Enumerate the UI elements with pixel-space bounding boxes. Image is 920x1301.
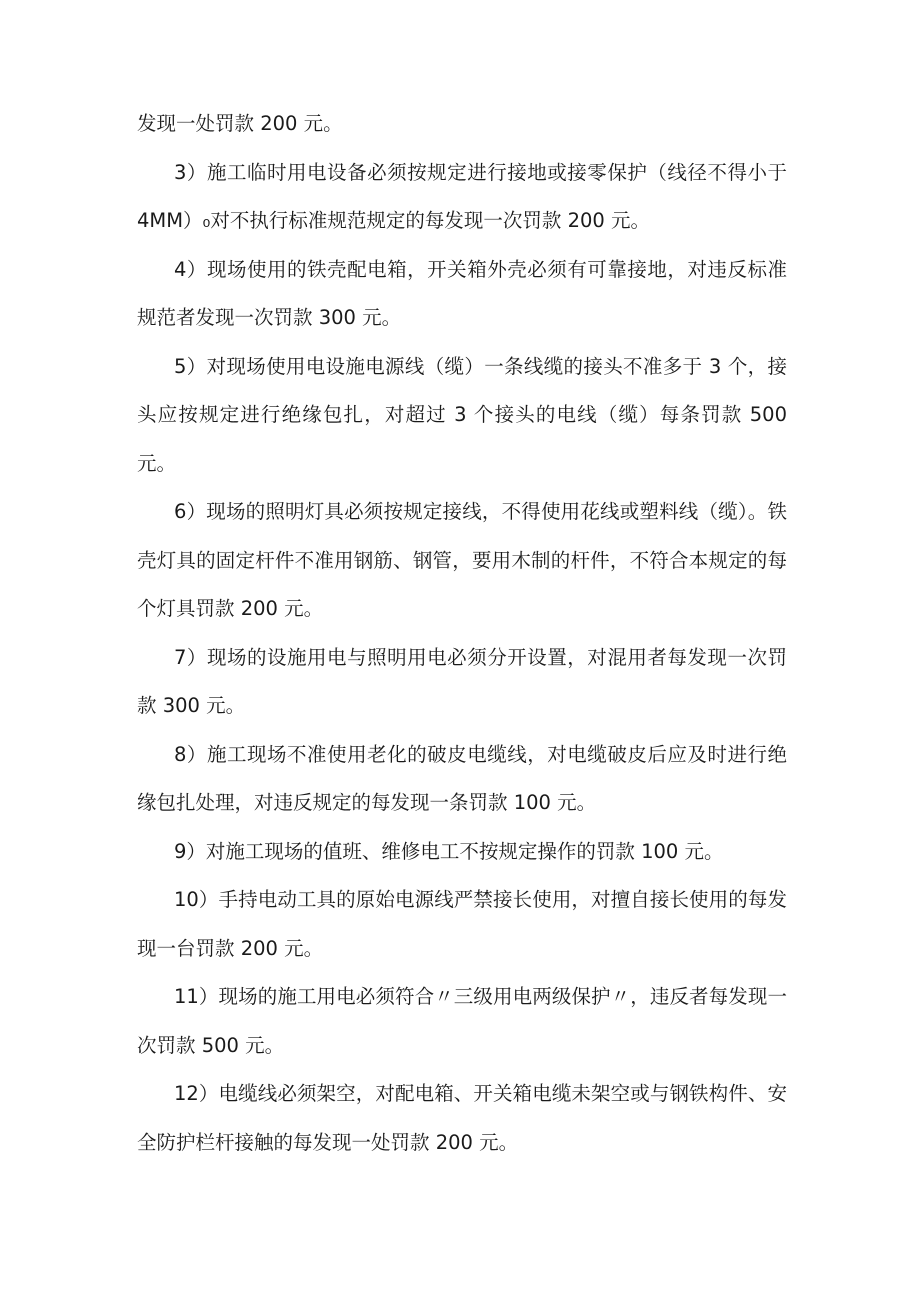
paragraph-continuation: 发现一处罚款 200 元。 <box>137 112 343 135</box>
document-body <box>137 100 787 1167</box>
paragraph-item-11: 11）现场的施工用电必须符合〃三级用电两级保护〃，违反者每发现一次罚款 500 元。 <box>137 985 787 1057</box>
paragraph-item-3: 3）施工临时用电设备必须按规定进行接地或接零保护（线径不得小于 4MM）₀对不执行标准规范规定的每发现一次罚款 200 元。 <box>137 160 787 232</box>
paragraph-item-4: 4）现场使用的铁壳配电箱，开关箱外壳必须有可靠接地，对违反标准规范者发现一次罚款 300 元。 <box>137 257 787 329</box>
paragraph-item-9: 9）对施工现场的值班、维修电工不按规定操作的罚款 100 元。 <box>174 839 724 863</box>
paragraph-item-8: 8）施工现场不准使用老化的破皮电缆线，对电缆破皮后应及时进行绝缘包扎处理，对违反规定的每发现一条罚款 100 元。 <box>137 742 787 814</box>
paragraph-item-5: 5）对现场使用电设施电源线（缆）一条线缆的接头不准多于 3 个，接头应按规定进行绝缘包扎，对超过 3 个接头的电线（缆）每条罚款 500 元。 <box>137 354 787 475</box>
paragraph-item-6: 6）现场的照明灯具必须按规定接线，不得使用花线或塑料线（缆）。铁壳灯具的固定杆件不准用钢筋、钢管，要用木制的杆件，不符合本规定的每个灯具罚款 200 元。 <box>137 500 787 620</box>
paragraph-item-10: 10）手持电动工具的原始电源线严禁接长使用，对擅自接长使用的每发现一台罚款 200 元。 <box>137 888 787 960</box>
paragraph-item-7: 7）现场的设施用电与照明用电必须分开设置，对混用者每发现一次罚款 300 元。 <box>137 645 787 717</box>
paragraph-item-12: 12）电缆线必须架空，对配电箱、开关箱电缆未架空或与钢铁构件、安全防护栏杆接触的每发现一处罚款 200 元。 <box>137 1082 787 1154</box>
